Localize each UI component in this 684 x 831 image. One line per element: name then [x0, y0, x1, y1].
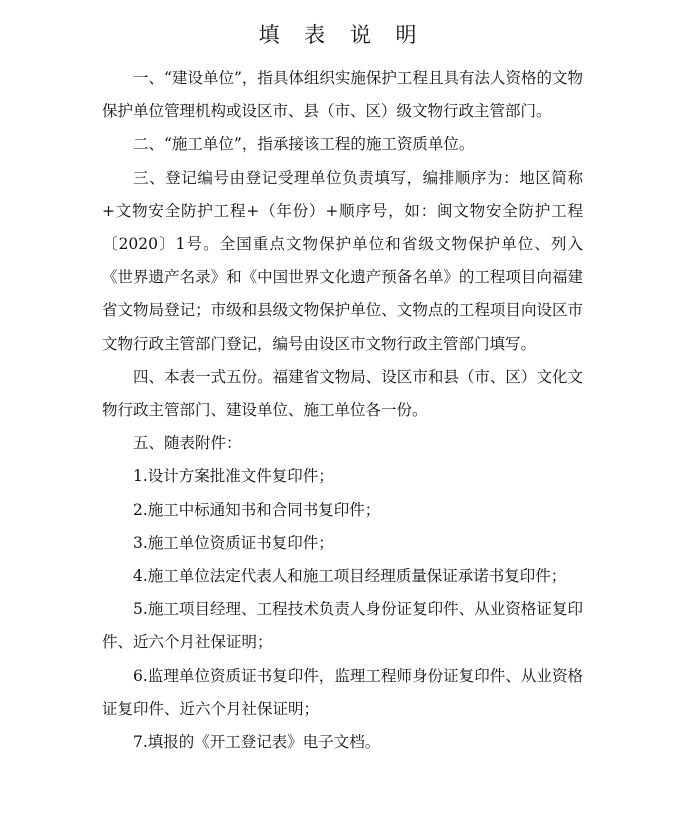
- attachment-item-1: 1.设计方案批准文件复印件；: [133, 467, 334, 486]
- paragraph-3-registration-number: 三、登记编号由登记受理单位负责填写，编排顺序为：地区简称+文物安全防护工程+（年份）+顺序号，如：闽文物安全防护工程〔2020〕1号。全国重点文物保护单位和省级文物保护单位、列入《世界遗产名录》和《中国世界文化遗产预备名单》的工程项目向福建省文物局登记；市级和县级文物保护单位、文物点的工程项目向设区市文物行政主管部门登记，编号由设区市文物行政主管部门填写。: [102, 168, 583, 353]
- instructions-body: [102, 62, 583, 759]
- attachment-item-4: 4.施工单位法定代表人和施工项目经理质量保证承诺书复印件；: [133, 567, 567, 586]
- paragraph-2-contractor: 二、“施工单位”，指承接该工程的施工资质单位。: [133, 135, 475, 154]
- paragraph-5-attachments-heading: 五、随表附件：: [133, 434, 242, 453]
- attachment-item-5: 5.施工项目经理、工程技术负责人身份证复印件、从业资格证复印件、近六个月社保证明；: [102, 600, 583, 652]
- attachment-item-7: 7.填报的《开工登记表》电子文档。: [133, 733, 381, 752]
- attachment-item-2: 2.施工中标通知书和合同书复印件；: [133, 500, 381, 519]
- attachment-item-6: 6.监理单位资质证书复印件，监理工程师身份证复印件、从业资格证复印件、近六个月社保证明；: [102, 666, 583, 718]
- page-title: 填 表 说 明: [258, 23, 426, 47]
- attachment-item-3: 3.施工单位资质证书复印件；: [133, 533, 334, 552]
- paragraph-1-construction-unit: 一、“建设单位”，指具体组织实施保护工程且具有法人资格的文物保护单位管理机构或设区市、县（市、区）级文物行政主管部门。: [102, 69, 583, 121]
- paragraph-4-copies: 四、本表一式五份。福建省文物局、设区市和县（市、区）文化文物行政主管部门、建设单位、施工单位各一份。: [102, 367, 583, 420]
